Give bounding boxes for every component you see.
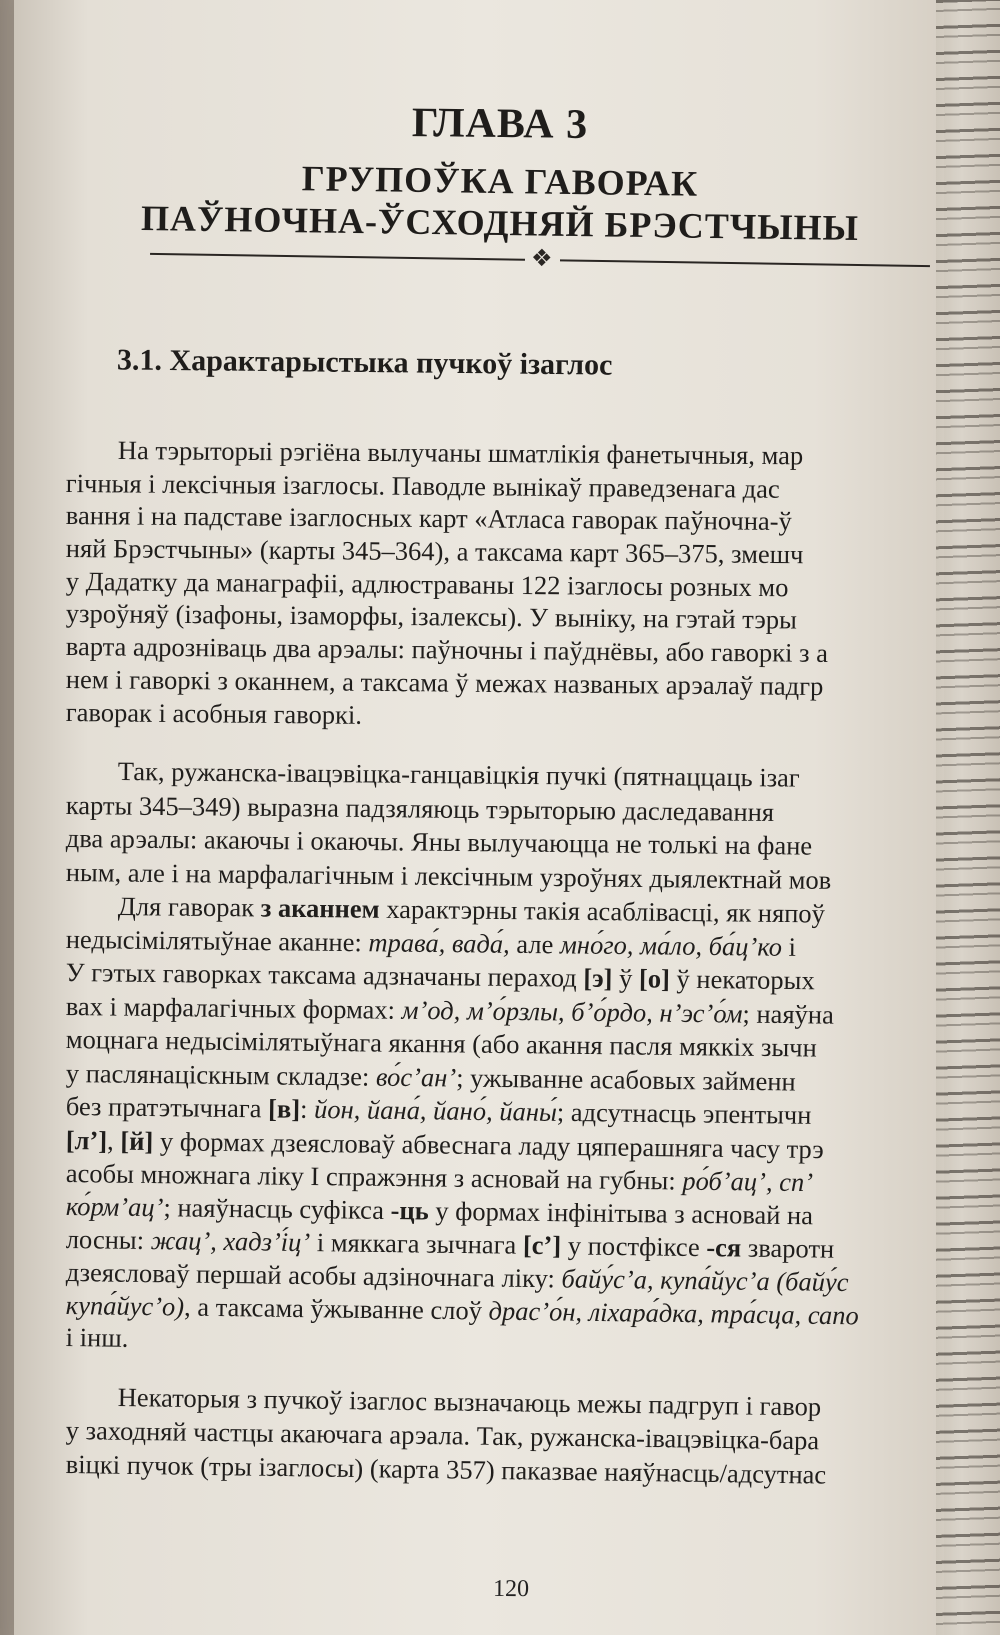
section-heading: 3.1. Характарыстыка пучкоў ізаглос xyxy=(116,343,613,382)
text-segment: купа́йус’о) xyxy=(65,1290,185,1322)
text-segment: у формах дзеясловаў абвеснага ладу цяперашняга часу трэ xyxy=(153,1126,824,1165)
text-segment: драс’о́н, ліхара́дка, тра́сца, сапо xyxy=(488,1295,859,1331)
chapter-label: ГЛАВА 3 xyxy=(411,100,589,148)
text-line xyxy=(66,697,362,730)
text-segment: варта адрозніваць два арэалы: паўночны і паўднёвы, або гаворкі з а xyxy=(65,631,829,668)
text-segment: -ся xyxy=(706,1232,742,1263)
text-segment: і xyxy=(781,931,797,962)
ornament-diamond-icon: ❖ xyxy=(530,243,553,273)
text-segment: узроўняў (ізафоны, ізаморфы, ізалексы). У выніку, на гэтай тэры xyxy=(65,598,798,635)
text-segment: недысімілятыўнае аканне: xyxy=(65,924,369,958)
text-line xyxy=(66,1091,812,1130)
text-segment: байу́с’а, купа́йус’а (байу́с xyxy=(561,1263,849,1298)
text-line xyxy=(66,1415,820,1455)
text-segment: ў некаторых xyxy=(669,963,815,996)
text-segment: дзеясловаў першай асобы адзіночнага ліку: xyxy=(65,1257,562,1294)
text-line xyxy=(66,991,834,1030)
text-segment: карты 345–349) выразна падзяляюць тэрыторыю даследавання xyxy=(65,790,775,828)
text-segment: м’од, м’о́рзлы, б’о́рдо, н’эс’о́м xyxy=(401,994,743,1029)
text-segment: нем і гаворкі з оканнем, а таксама ў межах названых арэалаў падгр xyxy=(65,664,824,702)
text-segment: [й] xyxy=(120,1125,154,1157)
text-line xyxy=(66,857,832,895)
text-line xyxy=(66,533,804,569)
text-line xyxy=(66,1191,814,1230)
text-segment: жац’, хадз’і́ц’ xyxy=(150,1225,311,1258)
text-line xyxy=(118,435,804,470)
text-line xyxy=(66,566,789,602)
text-line xyxy=(66,1449,827,1490)
text-segment: [л’] xyxy=(65,1125,108,1156)
text-segment: : xyxy=(299,1093,315,1124)
text-segment: во́с’ан’ xyxy=(375,1061,457,1093)
text-line xyxy=(66,924,796,962)
text-line xyxy=(66,1158,814,1197)
text-segment: Так, ружанска-івацэвіцка-ганцавіцкія пучкі (пятнаццаць ізаг xyxy=(117,756,800,793)
text-segment: зваротн xyxy=(741,1232,835,1264)
text-segment: няй Брэстчыны» (карты 345–364), а таксама карт 365–375, змешч xyxy=(65,533,804,570)
text-segment: -ць xyxy=(390,1195,429,1226)
text-segment: і інш. xyxy=(65,1322,129,1353)
text-segment: характэрны такія асаблівасці, як няпоў xyxy=(379,893,826,929)
text-line xyxy=(66,631,828,668)
text-segment: без пратэтычнага xyxy=(65,1091,269,1124)
text-line xyxy=(66,1024,817,1063)
chapter-title-line-2: ПАЎНОЧНА-ЎСХОДНЯЙ БРЭСТЧЫНЫ xyxy=(140,197,860,249)
divider-line-left xyxy=(150,253,525,261)
text-segment: гаворак і асобныя гаворкі. xyxy=(65,697,363,730)
page-number: 120 xyxy=(492,1575,530,1603)
text-segment: але xyxy=(509,928,561,960)
text-segment: ро́б’ац’, сп’ xyxy=(682,1165,814,1198)
text-segment: ; наяўнасць суфікса xyxy=(163,1192,391,1226)
text-segment: у паслянаціскным складзе: xyxy=(65,1058,377,1092)
text-segment: ў xyxy=(612,963,640,994)
text-line xyxy=(66,1290,859,1330)
text-segment: У гэтых гаворках таксама адзначаны пераход xyxy=(65,957,584,993)
text-segment: , xyxy=(106,1125,121,1156)
text-segment: моцнага недысімілятыўнага якання (або акання пасля мяккіх зычн xyxy=(65,1024,817,1063)
text-segment: у формах інфінітыва з асновай на xyxy=(428,1195,814,1231)
text-segment: , а таксама ўжыванне слоў xyxy=(183,1291,489,1326)
text-line xyxy=(66,664,824,701)
text-segment: вання і на падставе ізаглосных карт «Атласа гаворак паўночна-ў xyxy=(65,500,792,537)
text-segment: Для гаворак xyxy=(117,891,261,923)
text-segment: з аканнем xyxy=(260,892,380,924)
text-segment: ; ужыванне асабовых займенн xyxy=(455,1062,796,1097)
text-segment: у заходняй частцы акаючага арэала. Так, ружанска-івацэвіцка-бара xyxy=(65,1415,820,1456)
text-segment: [в] xyxy=(267,1093,301,1124)
text-segment: ; адсутнасць эпентычн xyxy=(556,1096,812,1130)
text-segment: йон, йана́, йано́, йаны́ xyxy=(313,1093,558,1127)
text-segment: мно́го, ма́ло, ба́ц’ко xyxy=(559,929,783,962)
text-segment: трава́, вада́, xyxy=(368,927,510,959)
text-line xyxy=(66,1322,129,1353)
text-line xyxy=(66,1058,796,1096)
text-segment: ; наяўна xyxy=(742,998,834,1030)
text-segment: вах і марфалагічных формах: xyxy=(65,991,402,1025)
text-line xyxy=(118,756,800,793)
text-line xyxy=(66,957,815,995)
text-segment: ным, але і на марфалагічным і лексічным узроўнях дыялектнай мов xyxy=(65,857,832,895)
chapter-ornament-divider xyxy=(150,244,930,276)
text-segment: [э] xyxy=(583,962,613,994)
text-segment: у Дадатку да манаграфіі, адлюстраваны 122 ізаглосы розных мо xyxy=(65,566,789,603)
text-line xyxy=(118,891,825,928)
text-segment: ко́рм’ац’ xyxy=(65,1191,164,1223)
divider-line-right xyxy=(560,259,930,267)
text-segment: віцкі пучок (тры ізаглосы) (карта 357) паказвае наяўнасць/адсутнас xyxy=(65,1449,827,1490)
chapter-title-line-1: ГРУПОЎКА ГАВОРАК xyxy=(301,158,699,204)
text-line xyxy=(66,598,797,635)
text-segment: лосны: xyxy=(65,1224,151,1256)
text-line xyxy=(66,823,813,861)
text-line xyxy=(66,790,774,827)
text-segment: асобы множнага ліку І спражэння з асновай на губны: xyxy=(65,1158,683,1196)
text-segment: [с’] xyxy=(522,1229,562,1261)
text-segment: [о] xyxy=(638,963,671,994)
text-segment: у постфіксе xyxy=(561,1230,707,1263)
text-line xyxy=(66,500,792,536)
text-segment: два арэалы: акаючы і окаючы. Яны вылучаюцца не толькі на фане xyxy=(65,823,813,861)
text-segment: гічныя і лексічныя ізаглосы. Паводле вынікаў праведзенага дас xyxy=(65,468,780,504)
text-line xyxy=(66,1125,824,1164)
text-line xyxy=(66,468,780,504)
text-segment: і мяккага зычнага xyxy=(310,1227,524,1260)
text-segment: На тэрыторыі рэгіёна вылучаны шматлікія фанетычныя, мар xyxy=(117,435,804,471)
text-segment: Некаторыя з пучкоў ізаглос вызначаюць межы падгруп і гавор xyxy=(117,1382,822,1422)
text-line xyxy=(118,1382,822,1421)
